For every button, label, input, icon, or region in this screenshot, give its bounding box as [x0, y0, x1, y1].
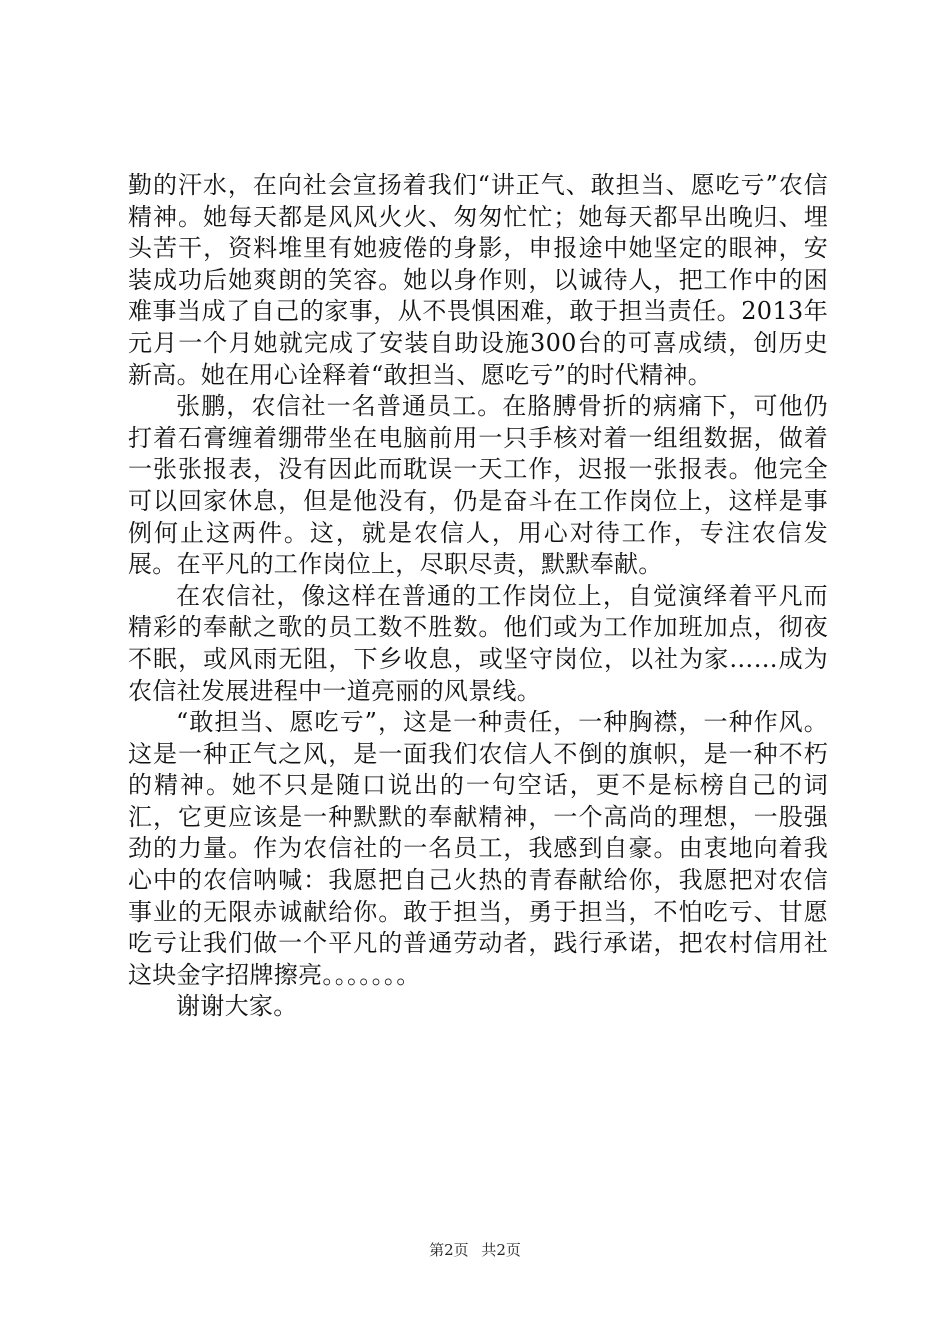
paragraph-3: 在农信社，像这样在普通的工作岗位上，自觉演绎着平凡而精彩的奉献之歌的员工数不胜数。他们或为工作加班加点，彻夜不眠，或风雨无阻，下乡收息，或坚守岗位，以社为家……成为农信社发展进程中一道亮丽的风景线。 [128, 581, 828, 705]
page-number-total: 共2页 [481, 1241, 521, 1259]
document-body [128, 170, 828, 1023]
page-number-current: 第2页 [429, 1241, 469, 1259]
paragraph-2: 张鹏，农信社一名普通员工。在胳膊骨折的病痛下，可他仍打着石膏缠着绷带坐在电脑前用一只手核对着一组组数据，做着一张张报表，没有因此而耽误一天工作，迟报一张报表。他完全可以回家休息，但是他没有，仍是奋斗在工作岗位上，这样是事例何止这两件。这，就是农信人，用心对待工作，专注农信发展。在平凡的工作岗位上，尽职尽责，默默奉献。 [128, 392, 828, 579]
paragraph-5: 谢谢大家。 [176, 992, 298, 1021]
paragraph-1: 勤的汗水，在向社会宣扬着我们“讲正气、敢担当、愿吃亏”农信精神。她每天都是风风火火、匆匆忙忙；她每天都早出晚归、埋头苦干，资料堆里有她疲倦的身影，申报途中她坚定的眼神，安装成功后她爽朗的笑容。她以身作则，以诚待人，把工作中的困难事当成了自己的家事，从不畏惧困难，敢于担当责任。2013年元月一个月她就完成了安装自助设施300台的可喜成绩，创历史新高。她在用心诠释着“敢担当、愿吃亏”的时代精神。 [128, 171, 828, 389]
paragraph-4: “敢担当、愿吃亏”，这是一种责任，一种胸襟，一种作风。这是一种正气之风，是一面我们农信人不倒的旗帜，是一种不朽的精神。她不只是随口说出的一句空话，更不是标榜自己的词汇，它更应该是一种默默的奉献精神，一个高尚的理想，一股强劲的力量。作为农信社的一名员工，我感到自豪。由衷地向着我心中的农信呐喊：我愿把自己火热的青春献给你，我愿把对农信事业的无限赤诚献给你。敢于担当，勇于担当，不怕吃亏、甘愿吃亏让我们做一个平凡的普通劳动者，践行承诺，把农村信用社这块金字招牌擦亮。。。。。。。 [128, 708, 828, 989]
page-footer [0, 1240, 950, 1260]
